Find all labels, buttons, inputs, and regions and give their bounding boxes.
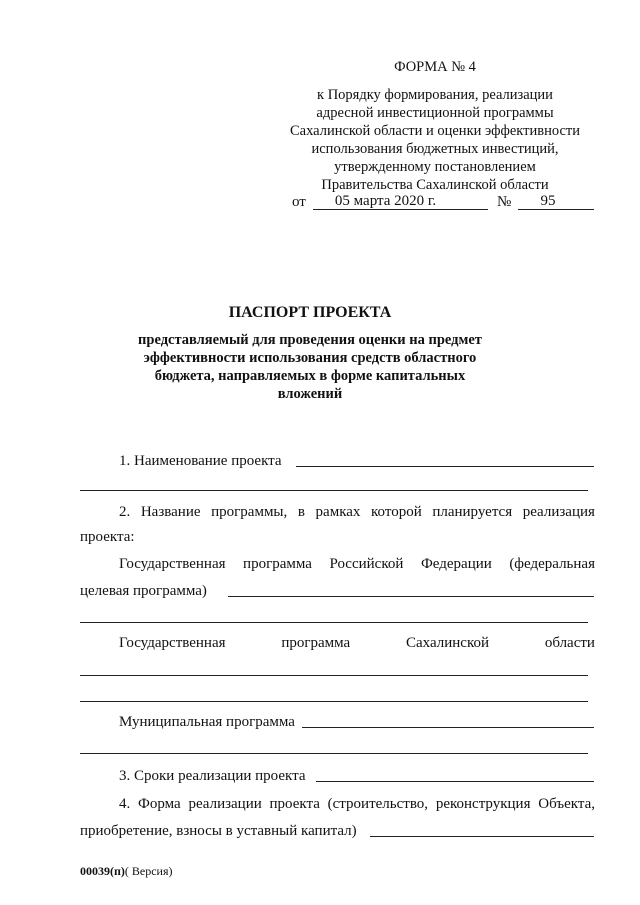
item4-word: реконструкция [435, 796, 531, 812]
item2-line2: проекта: [80, 529, 135, 545]
fed-program-field-line1[interactable] [228, 596, 594, 597]
form-title: ФОРМА № 4 [394, 59, 476, 75]
item3-field-line[interactable] [316, 781, 594, 782]
footer-code: 00039(п) [80, 864, 125, 878]
annex-line-4: использования бюджетных инвестиций, [311, 141, 559, 157]
item2-word: рамках [315, 504, 361, 520]
item4-word: реализации [188, 796, 262, 812]
item1-field-line1[interactable] [296, 466, 594, 467]
annex-line-1: к Порядку формирования, реализации [317, 87, 553, 103]
regional-word: Государственная [119, 635, 226, 651]
regional-program-field-line1[interactable] [80, 675, 588, 676]
fed-word: Российской [329, 556, 404, 572]
fed-word: программа [243, 556, 312, 572]
item2-line1 [119, 503, 595, 522]
municipal-program-field-line2[interactable] [80, 753, 588, 754]
regional-word: области [544, 635, 595, 651]
regional-word: Сахалинской [406, 635, 490, 651]
item4-line1 [119, 795, 595, 814]
footer-version: ( Версия) [124, 864, 173, 878]
regional-word: программа [281, 635, 351, 651]
item4-word: проекта [269, 796, 320, 812]
fed-program-field-line2[interactable] [80, 622, 588, 623]
subtitle-line-3: бюджета, направляемых в форме капитальных [154, 368, 466, 384]
item4-word: (строительство, [327, 796, 429, 812]
passport-title: ПАСПОРТ ПРОЕКТА [228, 304, 392, 321]
subtitle-line-4: вложений [277, 386, 343, 402]
item2-word: в [297, 504, 305, 520]
item4-word: Форма [138, 796, 181, 812]
subtitle-line-2: эффективности использования средств областного [143, 350, 477, 366]
item2-word: реализация [522, 504, 595, 520]
date-prefix: от [292, 194, 306, 210]
fed-word: (федеральная [509, 556, 595, 572]
item1-label: 1. Наименование проекта [119, 453, 282, 469]
item2-word: Название [140, 504, 201, 520]
item2-word: 2. [119, 504, 131, 520]
municipal-program-label: Муниципальная программа [119, 714, 295, 730]
annex-line-2: адресной инвестиционной программы [316, 105, 554, 121]
number-label: № [497, 194, 512, 210]
item4-line2: приобретение, взносы в уставный капитал) [80, 823, 357, 839]
item4-word: 4. [119, 796, 131, 812]
annex-line-5: утвержденному постановлением [334, 159, 536, 175]
item4-field-line[interactable] [370, 836, 594, 837]
municipal-program-field-line1[interactable] [302, 727, 594, 728]
item2-word: планируется [432, 504, 513, 520]
fed-program-line2: целевая программа) [80, 583, 207, 599]
number-value: 95 [540, 193, 556, 209]
item2-word: которой [371, 504, 422, 520]
annex-line-6: Правительства Сахалинской области [321, 177, 549, 193]
regional-program-field-line2[interactable] [80, 701, 588, 702]
annex-line-3: Сахалинской области и оценки эффективности [290, 123, 580, 139]
fed-word: Федерации [420, 556, 492, 572]
subtitle-line-1: представляемый для проведения оценки на предмет [138, 332, 482, 348]
item1-field-line2[interactable] [80, 490, 588, 491]
fed-program-line1 [119, 555, 595, 574]
footer [80, 864, 173, 879]
item3-label: 3. Сроки реализации проекта [119, 768, 306, 784]
regional-program-line [119, 634, 595, 653]
item2-word: программы, [211, 504, 288, 520]
fed-word: Государственная [119, 556, 226, 572]
item4-word: Объекта, [538, 796, 595, 812]
date-value: 05 марта 2020 г. [334, 193, 437, 209]
